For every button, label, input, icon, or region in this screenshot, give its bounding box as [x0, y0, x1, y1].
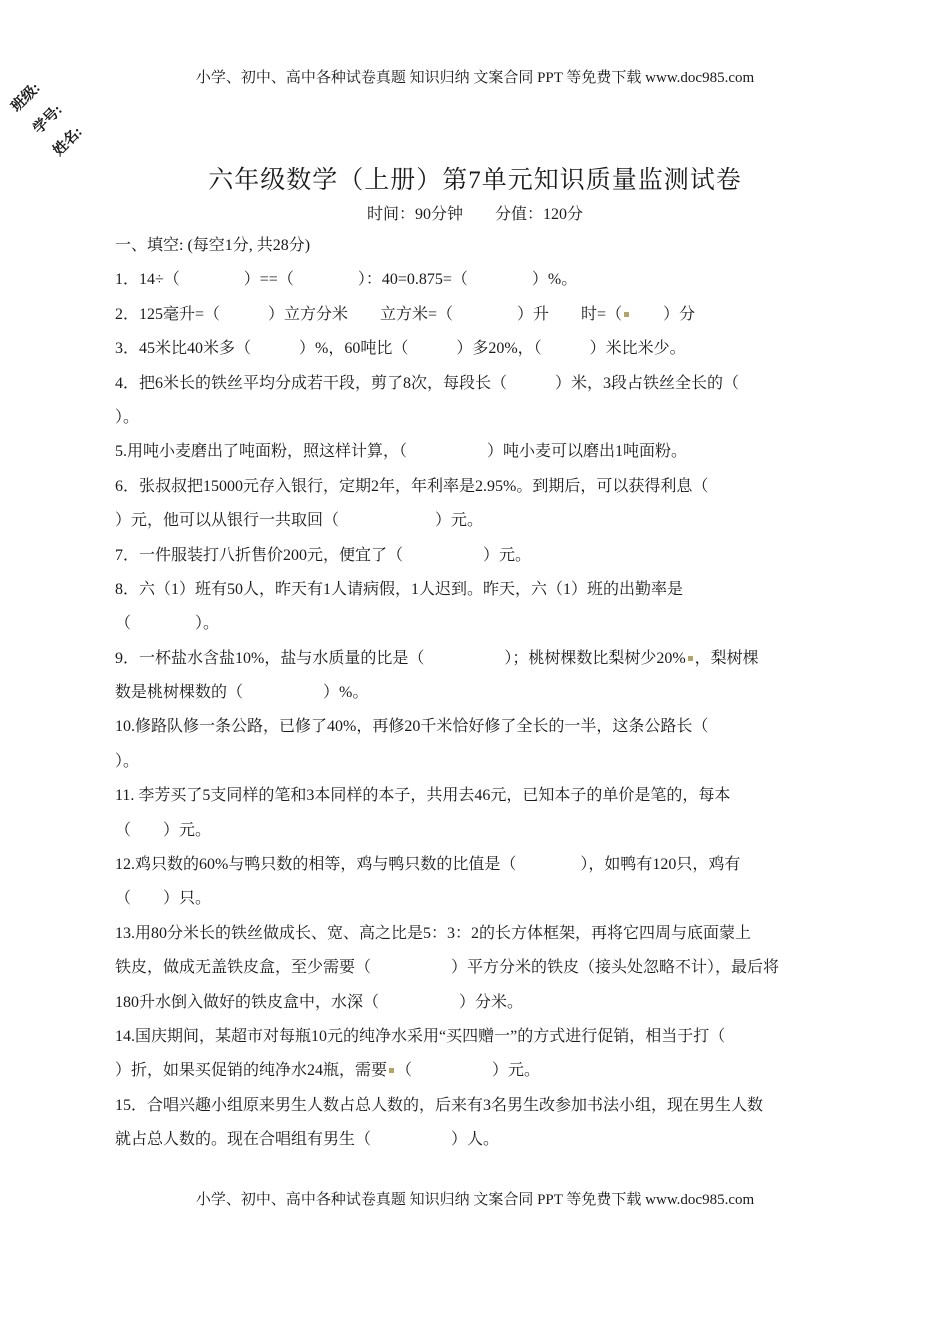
page-title: 六年级数学（上册）第7单元知识质量监测试卷	[208, 167, 742, 194]
question-6-line-2: ）元，他可以从银行一共取回（ ）元。	[115, 512, 484, 530]
question-3-line: 3．45米比40米多（ ）%，60吨比（ ）多20%，（ ）米比米少。	[115, 340, 686, 358]
site-banner-header: 小学、初中、高中各种试卷真题 知识归纳 文案合同 PPT 等免费下载 www.doc985.com	[195, 70, 755, 86]
question-text: ）折，如果买促销的纯净水24瓶，需要	[115, 1062, 388, 1080]
question-11-line-2: （ ）元。	[115, 821, 212, 839]
missing-fraction-dot	[624, 312, 629, 317]
question-text: 2．125毫升=（ ）立方分米 立方米=（ ）升 时=（	[115, 305, 623, 323]
question-12-line-2: （ ）只。	[115, 890, 212, 908]
question-14-line-2	[115, 1054, 840, 1088]
student-id-label: 学号:	[30, 101, 66, 138]
question-7-line: 7．一件服装打八折售价200元，便宜了（ ）元。	[115, 546, 532, 564]
question-10-line-2: ）。	[115, 752, 140, 770]
question-13-line-1: 13.用80分米长的铁丝做成长、宽、高之比是5：3：2的长方体框架，再将它四周与底面蒙上	[115, 924, 752, 942]
question-9-line-2: 数是桃树棵数的（ ）%。	[115, 684, 369, 702]
question-text: 9．一杯盐水含盐10%，盐与水质量的比是（ ）；桃树棵数比梨树少20%	[115, 649, 686, 667]
question-13-line-3: 180升水倒入做好的铁皮盒中，水深（ ）分米。	[115, 993, 524, 1011]
question-13-line-2: 铁皮，做成无盖铁皮盒，至少需要（ ）平方分米的铁皮（接头处忽略不计），最后将	[115, 959, 780, 977]
question-11-line-1: 11. 李芳买了5支同样的笔和3本同样的本子，共用去46元，已知本子的单价是笔的，每本	[115, 787, 731, 805]
question-10-line-1: 10.修路队修一条公路，已修了40%，再修20千米恰好修了全长的一半，这条公路长（	[115, 718, 709, 736]
class-label: 班级:	[8, 79, 44, 116]
question-2-line	[115, 298, 840, 332]
question-14-line-1: 14.国庆期间，某超市对每瓶10元的纯净水采用“买四赠一”的方式进行促销，相当于打（	[115, 1027, 726, 1045]
question-1-line: 1．14÷（ ）==（ ）：40=0.875=（ ）%。	[115, 271, 578, 289]
question-8-line-2: （ ）。	[115, 615, 220, 633]
section-heading: 一、填空: (每空1分, 共28分)	[115, 237, 311, 254]
question-4-line-1: 4．把6米长的铁丝平均分成若干段，剪了8次，每段长（ ）米，3段占铁丝全长的（	[115, 374, 740, 392]
question-4-line-2: ）。	[115, 408, 140, 426]
question-8-line-1: 8．六（1）班有50人，昨天有1人请病假，1人迟到。昨天，六（1）班的出勤率是	[115, 580, 684, 598]
question-text: （ ）元。	[396, 1062, 541, 1080]
site-banner-footer: 小学、初中、高中各种试卷真题 知识归纳 文案合同 PPT 等免费下载 www.doc985.com	[195, 1192, 755, 1208]
question-text: ，梨树棵	[694, 649, 759, 667]
question-5-line: 5.用吨小麦磨出了吨面粉，照这样计算，（ ）吨小麦可以磨出1吨面粉。	[115, 443, 688, 461]
question-list	[115, 229, 840, 1158]
question-6-line-1: 6．张叔叔把15000元存入银行，定期2年，年利率是2.95%。到期后，可以获得利息（	[115, 477, 709, 495]
question-9-line-1	[115, 642, 840, 676]
missing-fraction-dot	[389, 1068, 394, 1073]
missing-fraction-dot	[688, 656, 693, 661]
exam-meta: 时间：90分钟 分值：120分	[366, 206, 583, 223]
question-15-line-2: 就占总人数的。现在合唱组有男生（ ）人。	[115, 1131, 500, 1149]
question-text: ）分	[631, 305, 696, 323]
question-15-line-1: 15．合唱兴趣小组原来男生人数占总人数的，后来有3名男生改参加书法小组，现在男生人数	[115, 1096, 764, 1114]
question-12-line-1: 12.鸡只数的60%与鸭只数的相等，鸡与鸭只数的比值是（ ），如鸭有120只，鸡有	[115, 856, 741, 874]
name-label: 姓名:	[50, 123, 86, 160]
